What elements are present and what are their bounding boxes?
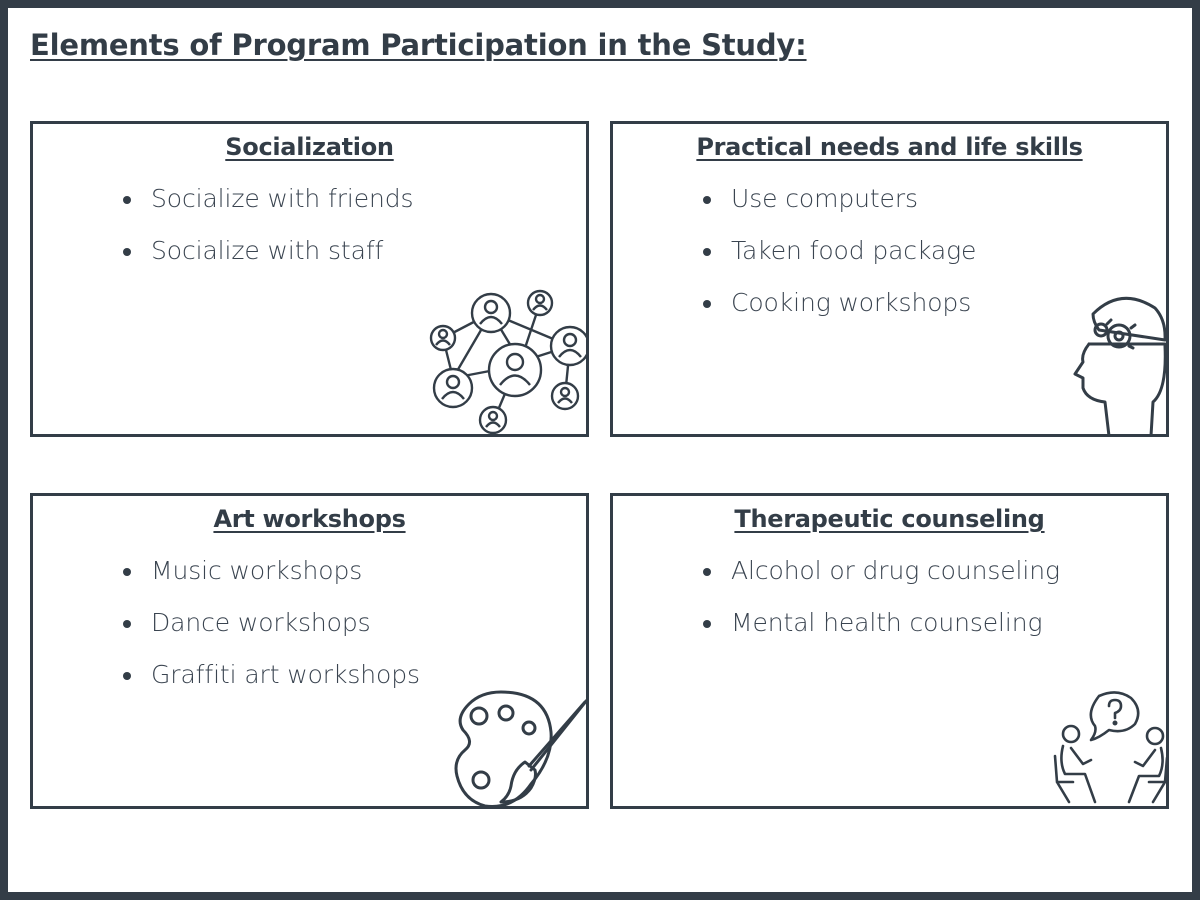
panel-heading: Practical needs and life skills	[696, 133, 1083, 161]
list-item: Taken food package	[701, 236, 976, 266]
panel-therapeutic-counseling	[610, 493, 1169, 809]
bullet-list	[701, 184, 976, 340]
panel-heading: Socialization	[225, 133, 394, 161]
panel-practical-needs	[610, 121, 1169, 437]
list-item: Use computers	[701, 184, 976, 214]
list-item: Socialize with friends	[121, 184, 413, 214]
counseling-conversation-icon	[1051, 690, 1169, 808]
list-item: Socialize with staff	[121, 236, 413, 266]
list-item: Mental health counseling	[701, 608, 1060, 638]
bullet-list	[121, 556, 420, 712]
list-item: Graffiti art workshops	[121, 660, 420, 690]
paint-palette-icon	[451, 688, 589, 809]
head-gear-icon	[1071, 290, 1169, 437]
list-item: Alcohol or drug counseling	[701, 556, 1060, 586]
people-network-icon	[425, 286, 587, 436]
panel-heading: Art workshops	[213, 505, 406, 533]
page-title: Elements of Program Participation in the Study:	[30, 28, 807, 62]
bullet-list	[701, 556, 1060, 660]
panel-heading: Therapeutic counseling	[734, 505, 1045, 533]
list-item: Dance workshops	[121, 608, 420, 638]
panel-art-workshops	[30, 493, 589, 809]
list-item: Cooking workshops	[701, 288, 976, 318]
bullet-list	[121, 184, 413, 288]
list-item: Music workshops	[121, 556, 420, 586]
panel-socialization	[30, 121, 589, 437]
